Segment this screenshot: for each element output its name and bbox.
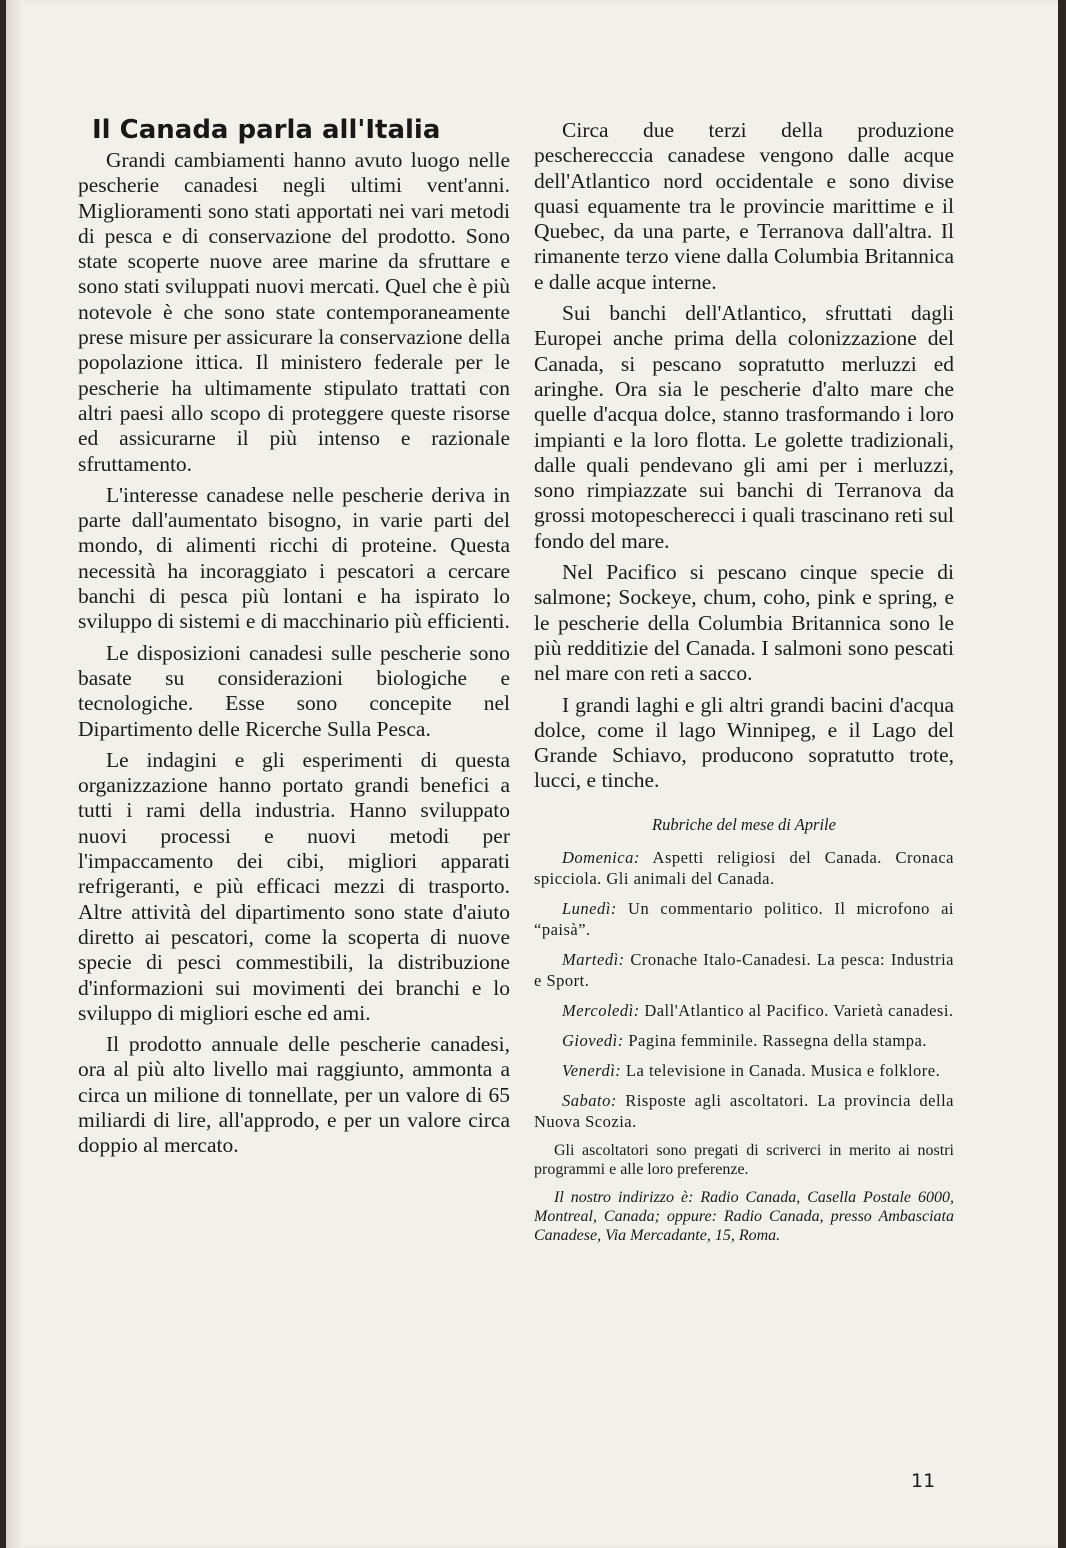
schedule-item — [534, 1090, 954, 1132]
schedule-text: Cronache Italo-Canadesi. La pesca: Industria e Sport. — [534, 950, 954, 991]
schedule-text: Risposte agli ascoltatori. La provincia della Nuova Scozia. — [534, 1091, 954, 1132]
article-paragraph: Sui banchi dell'Atlantico, sfruttati dagli Europei anche prima della colonizzazione del Canada, si pescano sopratutto merluzzi ed aringhe. Ora sia le pescherie d'alto mare che quelle d'acqua dolce, stanno trasformando i loro impianti e la loro flotta. Le golette tradizionali, dalle quali pendevano gli ami per i merluzzi, sono rimpiazzate sui banchi di Terranova da grossi motopescherecci i quali trascinano reti sul fondo del mare. — [534, 301, 954, 553]
schedule-text: La televisione in Canada. Musica e folklore. — [625, 1061, 941, 1081]
article-title: Il Canada parla all'Italia — [92, 115, 441, 145]
page-number: 11 — [911, 1470, 936, 1492]
article-paragraph: L'interesse canadese nelle pescherie deriva in parte dall'aumentato bisogno, in varie parti del mondo, di alimenti ricchi di proteine. Questa necessità ha incoraggiato i pescatori a cercare banchi di pesca più lontani e ha ispirato lo sviluppo di sistemi e di macchinario più efficienti. — [78, 482, 510, 634]
schedule-day: Sabato: — [562, 1091, 617, 1111]
contact-address: Il nostro indirizzo è: Radio Canada, Casella Postale 6000, Montreal, Canada; oppure: Radio Canada, presso Ambasciata Canadese, Via Mercadante, 15, Roma. — [534, 1189, 954, 1245]
magazine-page — [6, 0, 1058, 1548]
schedule-day: Domenica: — [562, 848, 640, 868]
schedule-item — [534, 1030, 954, 1051]
article-paragraph: Nel Pacifico si pescano cinque specie di salmone; Sockeye, chum, coho, pink e spring, e le pescherie della Columbia Britannica sono le più redditizie del Canada. I salmoni sono pescati nel mare con reti a sacco. — [534, 560, 954, 686]
schedule-text: Dall'Atlantico al Pacifico. Varietà canadesi. — [644, 1001, 954, 1021]
article-paragraph: Grandi cambiamenti hanno avuto luogo nelle pescherie canadesi negli ultimi vent'anni. Miglioramenti sono stati apportati nei vari metodi di pesca e di conservazione del prodotto. Sono state scoperte nuove aree marine da sfruttare e sono stati sviluppati nuovi mercati. Quel che è più notevole è che sono state contemporaneamente prese misure per assicurare la conservazione della popolazione ittica. Il ministero federale per le pescherie ha ultimamente stipulato trattati con altri paesi allo scopo di proteggere queste risorse ed assicurarne il più intenso e razionale sfruttamento. — [78, 148, 510, 476]
schedule-title: Rubriche del mese di Aprile — [652, 814, 836, 834]
schedule-text: Aspetti religiosi del Canada. Cronaca spicciola. Gli animali del Canada. — [534, 848, 954, 889]
schedule-day: Lunedì: — [562, 899, 617, 919]
left-column — [78, 114, 510, 1165]
page-gutter — [6, 0, 24, 1548]
article-paragraph: Le indagini e gli esperimenti di questa organizzazione hanno portato grandi benefici a tutti i rami della industria. Hanno sviluppato nuovi processi e nuovi metodi per l'impaccamento dei cibi, migliori apparati refrigeranti, e più efficaci mezzi di trasporto. Altre attività del dipartimento sono state d'aiuto diretto ai pescatori, come la scoperta di nuove specie di pesci commestibili, la distribuzione d'informazioni sui movimenti dei branchi e lo sviluppo di migliori esche ed ami. — [78, 747, 510, 1025]
right-column — [534, 118, 954, 1245]
schedule-item — [534, 847, 954, 889]
article-paragraph: Le disposizioni canadesi sulle pescherie sono basate su considerazioni biologiche e tecnologiche. Esse sono concepite nel Dipartimento delle Ricerche Sulla Pesca. — [78, 640, 510, 741]
schedule-item — [534, 1000, 954, 1021]
schedule-text: Un commentario politico. Il microfono ai “paisà”. — [534, 899, 954, 940]
schedule-day: Martedì: — [562, 950, 625, 970]
schedule-day: Mercoledì: — [562, 1001, 640, 1021]
schedule-item — [534, 1060, 954, 1081]
schedule-day: Venerdì: — [562, 1061, 622, 1081]
article-paragraph: Circa due terzi della produzione pescherecccia canadese vengono dalle acque dell'Atlantico nord occidentale e sono divise quasi equamente tra le provincie marittime e il Quebec, da una parte, e Terranova dall'altra. Il rimanente terzo viene dalla Columbia Britannica e dalle acque interne. — [534, 118, 954, 294]
listener-note: Gli ascoltatori sono pregati di scriverci in merito ai nostri programmi e alle loro preferenze. — [534, 1142, 954, 1179]
schedule-day: Giovedì: — [562, 1031, 624, 1051]
article-paragraph: I grandi laghi e gli altri grandi bacini d'acqua dolce, come il lago Winnipeg, e il Lago del Grande Schiavo, producono sopratutto trote, lucci, e tinche. — [534, 692, 954, 793]
article-paragraph: Il prodotto annuale delle pescherie canadesi, ora al più alto livello mai raggiunto, ammonta a circa un milione di tonnellate, per un valore di 65 miliardi di lire, all'approdo, e per un valore circa doppio al mercato. — [78, 1032, 510, 1158]
schedule-item — [534, 898, 954, 940]
schedule-item — [534, 949, 954, 991]
schedule-text: Pagina femminile. Rassegna della stampa. — [628, 1031, 927, 1051]
